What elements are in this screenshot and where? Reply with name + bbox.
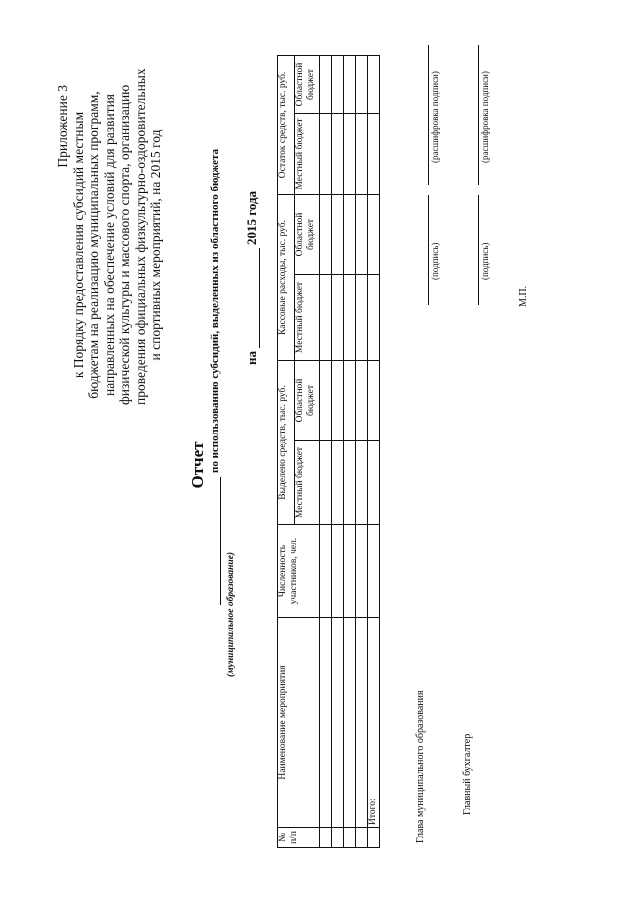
appendix-text-line: к Порядку предоставления субсидий местным: [70, 111, 86, 379]
municipality-blank: [210, 477, 221, 605]
accountant-signature-line: [478, 195, 479, 305]
header-balance: Остаток средств, тыс. руб.: [278, 55, 295, 194]
period-suffix: 2015 года: [244, 190, 259, 245]
appendix-text-line: проведения официальных физкультурно-оздоровительных: [132, 68, 148, 405]
appendix-text-line: и спортивных мероприятий, на 2015 год: [148, 129, 163, 361]
head-decoding-line: [428, 45, 429, 185]
stamp-placeholder: М.П.: [518, 285, 529, 307]
accountant-signature-hint: (подпись): [480, 242, 490, 280]
header-event-name: Наименование мероприятия: [278, 618, 320, 828]
chief-accountant-label: Главный бухгалтер: [462, 733, 473, 815]
report-title: Отчет: [188, 441, 207, 489]
total-label: Итого:: [368, 618, 380, 828]
period-prefix: на: [244, 351, 259, 365]
appendix-text-line: бюджетам на реализацию муниципальных программ,: [86, 91, 101, 399]
subheader-regional-budget: Областной бюджет: [295, 360, 320, 440]
report-subtitle-row: [209, 148, 221, 605]
header-cash-expenses: Кассовые расходы, тыс. руб.: [278, 194, 295, 360]
period-blank: [247, 248, 260, 348]
table-row: [344, 55, 356, 847]
head-of-municipality-label: Глава муниципального образования: [415, 690, 426, 843]
header-participants: Численность участников, чел.: [278, 525, 320, 618]
table-row: [320, 55, 332, 847]
accountant-decoding-line: [478, 45, 479, 185]
report-subtitle: по использованию субсидий, выделенных из областного бюджета: [209, 148, 221, 473]
table-row: [356, 55, 368, 847]
head-signature-hint: (подпись): [430, 242, 440, 280]
subheader-regional-budget: Областной бюджет: [295, 55, 320, 113]
report-period: [244, 191, 260, 365]
municipality-hint: (муниципальное образование): [226, 551, 236, 677]
subheader-regional-budget: Областной бюджет: [295, 194, 320, 274]
table-row: [332, 55, 344, 847]
table-header-row: [278, 55, 295, 847]
appendix-block: [55, 68, 164, 405]
header-number: № п/п: [278, 828, 320, 848]
subheader-local-budget: Местный бюджет: [295, 113, 320, 194]
header-allocated: Выделено средств, тыс. руб.: [278, 360, 295, 524]
report-table: [277, 55, 380, 848]
accountant-decoding-hint: (расшифровка подписи): [480, 71, 490, 163]
appendix-text-line: направленных на обеспечение условий для развития: [101, 93, 117, 397]
subheader-local-budget: Местный бюджет: [295, 274, 320, 360]
table-total-row: [368, 55, 380, 847]
subheader-local-budget: Местный бюджет: [295, 441, 320, 525]
appendix-text-line: физической культуры и массового спорта, организацию: [117, 84, 132, 405]
head-decoding-hint: (расшифровка подписи): [430, 71, 440, 163]
appendix-number: Приложение 3: [55, 85, 70, 168]
head-signature-line: [428, 195, 429, 305]
